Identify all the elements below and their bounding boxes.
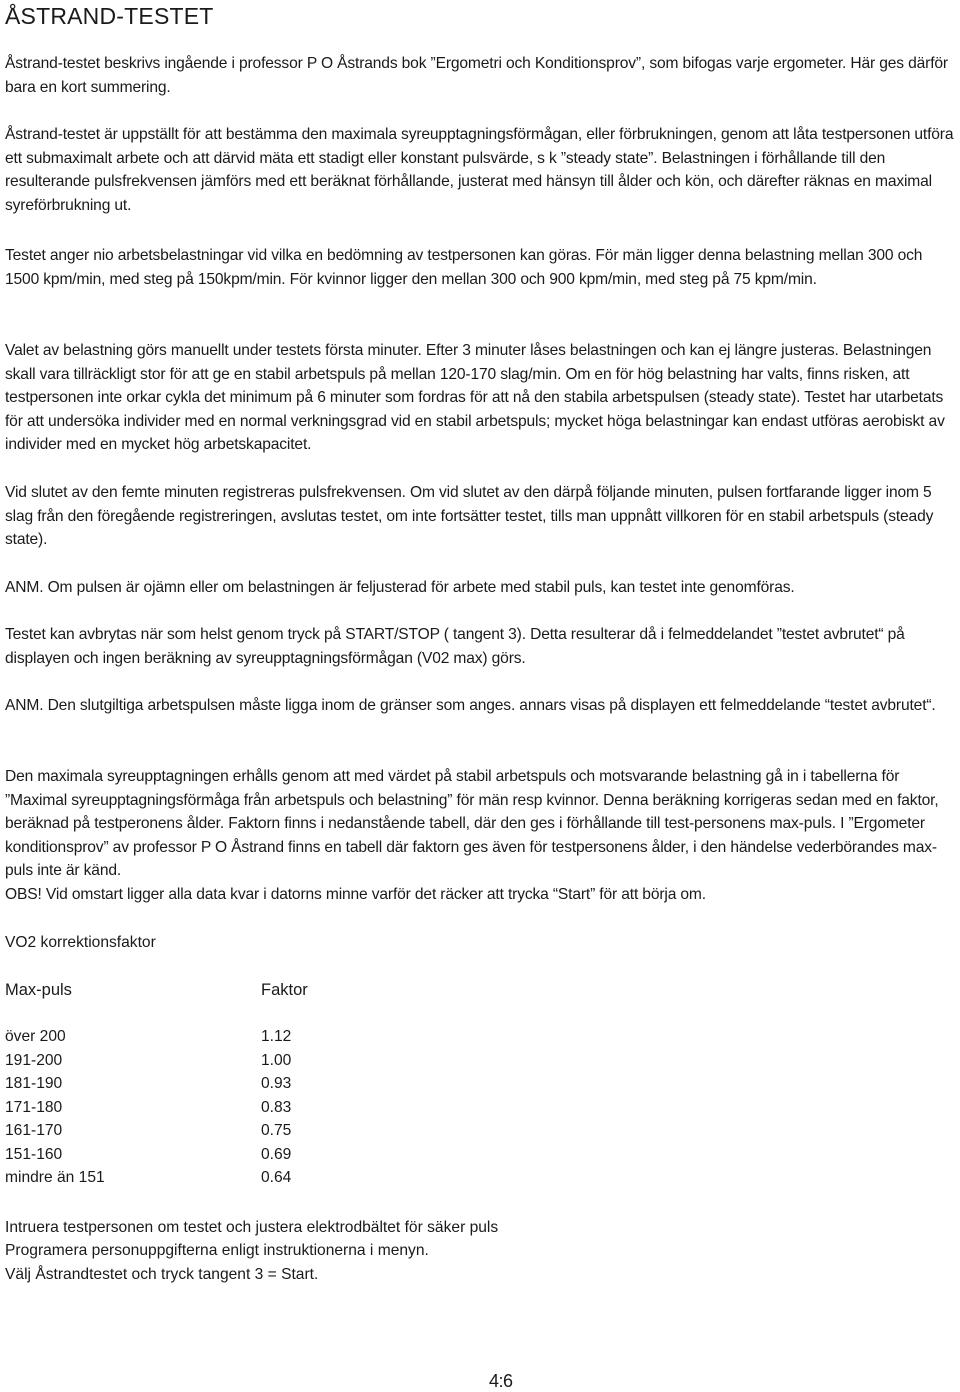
maxpuls-cell: 161-170 [5,1122,63,1139]
pulse-registration-paragraph: Vid slutet av den femte minuten registreras pulsfrekvensen. Om vid slutet av den därpå följande minuten, pulsen fortfarande ligger inom 5 slag från den föregående registreringen, avslutas testet, om inte fortsätter testet, tills man uppnått villkoren för en stabil arbetspuls (steady state). [5,484,934,548]
instruction-line-1: Intruera testpersonen om testet och justera elektrodbältet för säker puls [5,1219,499,1236]
factor-cell: 0.64 [261,1169,292,1186]
note-uneven-pulse: ANM. Om pulsen är ojämn eller om belastningen är feljusterad för arbete med stabil puls, kan testet inte genomföras. [5,579,795,596]
page-number: 4:6 [489,1371,513,1391]
factor-cell: 0.83 [261,1098,292,1116]
page-title: ÅSTRAND-TESTET [5,3,214,29]
table-row [5,1049,291,1073]
table-row [5,1119,291,1143]
factor-section-heading: VO2 korrektionsfaktor [5,934,156,951]
workload-paragraph: Testet anger nio arbetsbelastningar vid vilka en bedömning av testpersonen kan göras. För män ligger denna belastning mellan 300 och 1500 kpm/min, med steg på 150kpm/min. För kvinnor ligger den mellan 300 och 900 kpm/min, med steg på 75 kpm/min. [5,247,923,288]
maxpuls-cell: över 200 [5,1028,66,1045]
maxpuls-cell: 191-200 [5,1051,63,1069]
table-row [5,1143,291,1167]
method-paragraph: Åstrand-testet är uppställt för att bestämma den maximala syreupptagningsförmågan, eller förbrukningen, genom att låta testpersonen utföra ett submaximalt arbete och att därvid mäta ett stadigt eller konstant pulsvärde, s k ”steady state”. Belastningen i förhållande till den resulterande pulsfrekvensen jämförs med ett beräknat förhållande, justerat med hänsyn till ålder och kön, och därefter räknas en maximal syreförbrukning ut. [5,126,954,214]
instruction-line-3: Välj Åstrandtestet och tryck tangent 3 = Start. [5,1266,319,1283]
factor-cell: 0.69 [261,1145,292,1163]
instruction-line-2: Programera personuppgifterna enligt instruktionerna i menyn. [5,1242,429,1259]
intro-paragraph: Åstrand-testet beskrivs ingående i professor P O Åstrands bok ”Ergometri och Konditionsprov”, som bifogas varje ergometer. Här ges därför bara en kort summering. [5,55,948,96]
maxpuls-cell: mindre än 151 [5,1169,105,1186]
abort-paragraph: Testet kan avbrytas när som helst genom tryck på START/STOP ( tangent 3). Detta resulterar då i felmeddelandet ”testet avbrutet“ på displayen och ingen beräkning av syreupptagningsförmågan (V02 max) görs. [5,626,905,667]
factor-cell: 1.00 [261,1051,292,1069]
column-header-faktor: Faktor [261,981,308,999]
maxpuls-cell: 171-180 [5,1098,63,1116]
factor-cell: 0.75 [261,1122,292,1139]
table-row [5,1025,291,1049]
correction-factor-table [5,1025,291,1190]
factor-cell: 0.93 [261,1075,292,1092]
load-selection-paragraph: Valet av belastning görs manuellt under testets första minuter. Efter 3 minuter låses belastningen och kan ej längre justeras. Belastningen skall vara tillräckligt stor för att ge en stabil arbetspuls på mellan 120-170 slag/min. Om en för hög belastning har valts, finns risken, att testpersonen inte orkar cykla det minimum på 6 minuter som fordras för att nå den stabila arbetspulsen (steady state). Testet har utarbetats för att undersöka individer med en normal verkningsgrad vid en stabil arbetspuls; mycket höga belastningar kan endast utföras aerobiskt av individer med en mycket hög arbetskapacitet. [5,342,945,453]
obs-restart-paragraph: OBS! Vid omstart ligger alla data kvar i datorns minne varför det räcker att trycka “Start” för att börja om. [5,886,706,903]
table-row [5,1072,291,1096]
maxpuls-cell: 151-160 [5,1145,63,1163]
max-oxygen-paragraph: Den maximala syreupptagningen erhålls genom att med värdet på stabil arbetspuls och motsvarande belastning gå in i tabellerna för ”Maximal syreupptagningsförmåga från arbetspuls och belastning” för män resp kvinnor. Denna beräkning korrigeras sedan med en faktor, beräknad på testperonens ålder. Faktorn finns i nedanstående tabell, där den ges i förhållande till test-personens max-puls. I ”Ergometer konditionsprov” av professor P O Åstrand finns en tabell där faktorn ges även för testpersonens ålder, i den händelse vederbörandes max-puls inte är känd. [5,768,939,879]
table-row [5,1166,291,1190]
factor-cell: 1.12 [261,1028,292,1045]
table-row [5,1096,291,1120]
note-final-pulse: ANM. Den slutgiltiga arbetspulsen måste ligga inom de gränser som anges. annars visas på displayen ett felmeddelande “testet avbrutet“. [5,697,936,714]
maxpuls-cell: 181-190 [5,1075,63,1092]
column-header-maxpuls: Max-puls [5,981,72,999]
